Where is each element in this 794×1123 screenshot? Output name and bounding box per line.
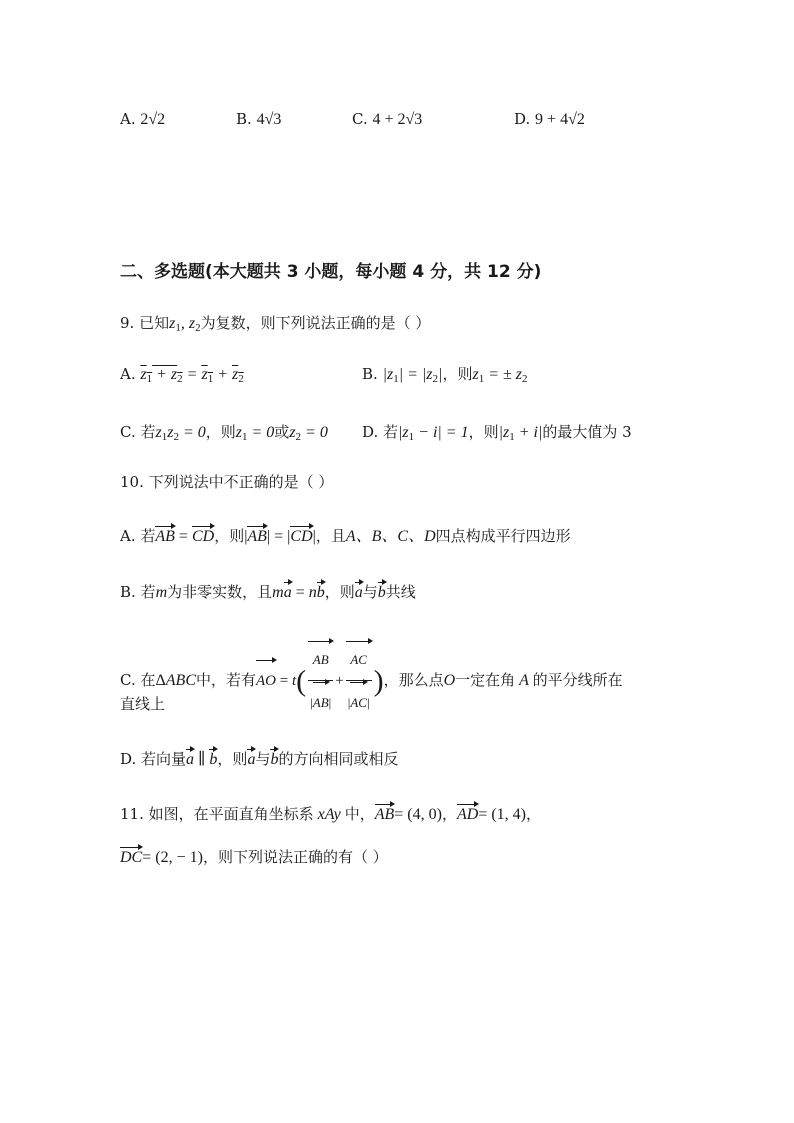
math: $|z_1| = |z_2|$ bbox=[382, 366, 443, 385]
option-value: 9 + 4√2 bbox=[535, 111, 585, 128]
stem-text: 中， bbox=[344, 805, 375, 823]
option-text: ，则 bbox=[205, 423, 236, 441]
option-label: C. 若 bbox=[120, 423, 156, 441]
math: A、B、C、D bbox=[345, 528, 436, 545]
q8-option-a[interactable] bbox=[120, 110, 165, 129]
stem-text: 为复数，则下列说法正确的是（ ） bbox=[200, 314, 431, 332]
comma: ， bbox=[441, 805, 457, 823]
q11-stem-cont bbox=[120, 846, 388, 868]
option-text: 一定在角 bbox=[455, 670, 516, 689]
option-text: 与 bbox=[362, 583, 378, 601]
math: $|z_1 + i|$ bbox=[498, 424, 543, 443]
option-text: ，那么点 bbox=[383, 670, 444, 689]
math: $z_1$ = ± $z_2$ bbox=[472, 366, 528, 385]
math: $|z_1 - i| = 1$ bbox=[398, 424, 469, 443]
math: $z_1$, $z_2$ bbox=[169, 315, 201, 334]
math: m bbox=[155, 584, 168, 601]
option-text: 的最大值为 3 bbox=[542, 423, 632, 441]
option-label: B. bbox=[362, 365, 378, 383]
option-text: ，则 bbox=[324, 583, 355, 601]
q10-option-a[interactable] bbox=[120, 525, 571, 547]
q11-stem bbox=[120, 803, 541, 825]
question-number: 9. bbox=[120, 314, 135, 332]
option-text: 为非零实数，且 bbox=[167, 583, 273, 601]
math: b bbox=[270, 748, 278, 770]
option-label: A. bbox=[120, 110, 136, 128]
option-text: B. 若 bbox=[120, 583, 156, 601]
math: $z_2 = 0$ bbox=[289, 424, 328, 443]
option-text: ，则 bbox=[214, 527, 245, 545]
q8-option-c[interactable] bbox=[352, 110, 422, 129]
q8-option-b[interactable] bbox=[236, 110, 281, 129]
option-value: 4√3 bbox=[256, 111, 282, 128]
section-heading: 二、多选题(本大题共 3 小题，每小题 4 分，共 12 分) bbox=[120, 262, 542, 282]
math: = (4, 0) bbox=[394, 806, 442, 823]
option-text: C. 在 bbox=[120, 670, 156, 689]
option-text: A. 若 bbox=[120, 527, 156, 545]
math: ma = nb bbox=[272, 584, 325, 601]
option-text: 与 bbox=[255, 750, 271, 768]
math: O bbox=[443, 671, 456, 689]
math: AB = CD bbox=[155, 528, 214, 545]
q10-option-b[interactable] bbox=[120, 581, 416, 603]
math: a bbox=[355, 581, 363, 603]
q10-option-c-cont: 直线上 bbox=[120, 695, 166, 713]
option-text: 的平分线所在 bbox=[532, 670, 623, 689]
math: = (1, 4) bbox=[478, 806, 526, 823]
math: a ∥ b bbox=[186, 751, 217, 768]
option-text: 的方向相同或相反 bbox=[278, 750, 399, 768]
stem-text: 11. 如图，在平面直角坐标系 bbox=[120, 805, 314, 823]
option-text: 四点构成平行四边形 bbox=[435, 527, 571, 545]
math: = (2, − 1) bbox=[142, 849, 203, 866]
q8-option-d[interactable] bbox=[514, 110, 585, 129]
option-value: 4 + 2√3 bbox=[372, 111, 423, 128]
q9-option-c[interactable] bbox=[120, 422, 328, 447]
math: xAy bbox=[313, 806, 345, 823]
q9-option-a[interactable] bbox=[120, 364, 244, 389]
option-label: C. bbox=[352, 110, 368, 128]
math: AD bbox=[457, 803, 478, 825]
q9-stem bbox=[120, 313, 430, 338]
option-text: ，则 bbox=[468, 423, 499, 441]
q9-option-b[interactable] bbox=[362, 364, 528, 389]
option-text: D. 若向量 bbox=[120, 750, 187, 768]
option-text: ，且 bbox=[315, 527, 346, 545]
option-label: D. 若 bbox=[362, 423, 399, 441]
option-text: 或 bbox=[274, 423, 290, 441]
math: $z_1z_2 = 0$ bbox=[155, 424, 206, 443]
q10-option-c[interactable] bbox=[120, 640, 623, 723]
option-text: 中，若有 bbox=[196, 670, 257, 689]
option-value: 2√2 bbox=[140, 111, 166, 128]
formula: AO = t( $\frac{AB}{|AB|}$ + $\frac{AC}{|AC|}$ ) bbox=[256, 673, 384, 689]
math: DC bbox=[120, 846, 142, 868]
option-label: B. bbox=[236, 110, 252, 128]
math: b bbox=[378, 581, 386, 603]
math: a bbox=[247, 748, 255, 770]
option-text: 共线 bbox=[385, 583, 416, 601]
math: $z_1 = 0$ bbox=[235, 424, 275, 443]
comma: ， bbox=[526, 805, 542, 823]
math: AB bbox=[375, 803, 395, 825]
option-label: A. bbox=[120, 365, 136, 383]
q10-stem: 10. 下列说法中不正确的是（ ） bbox=[120, 473, 334, 491]
math: |AB| = |CD| bbox=[244, 528, 316, 545]
math: ΔABC bbox=[155, 671, 196, 689]
math: $z_1 + z_2 = z_1 + z_2$ bbox=[140, 366, 244, 385]
option-label: D. bbox=[514, 110, 531, 128]
stem-text: 已知 bbox=[139, 314, 170, 332]
option-text: ，则 bbox=[217, 750, 248, 768]
q9-option-d[interactable] bbox=[362, 422, 632, 447]
option-text: ，则 bbox=[442, 365, 473, 383]
math: A bbox=[515, 671, 533, 689]
q10-option-d[interactable] bbox=[120, 748, 398, 770]
stem-text: ，则下列说法正确的有（ ） bbox=[202, 848, 388, 866]
